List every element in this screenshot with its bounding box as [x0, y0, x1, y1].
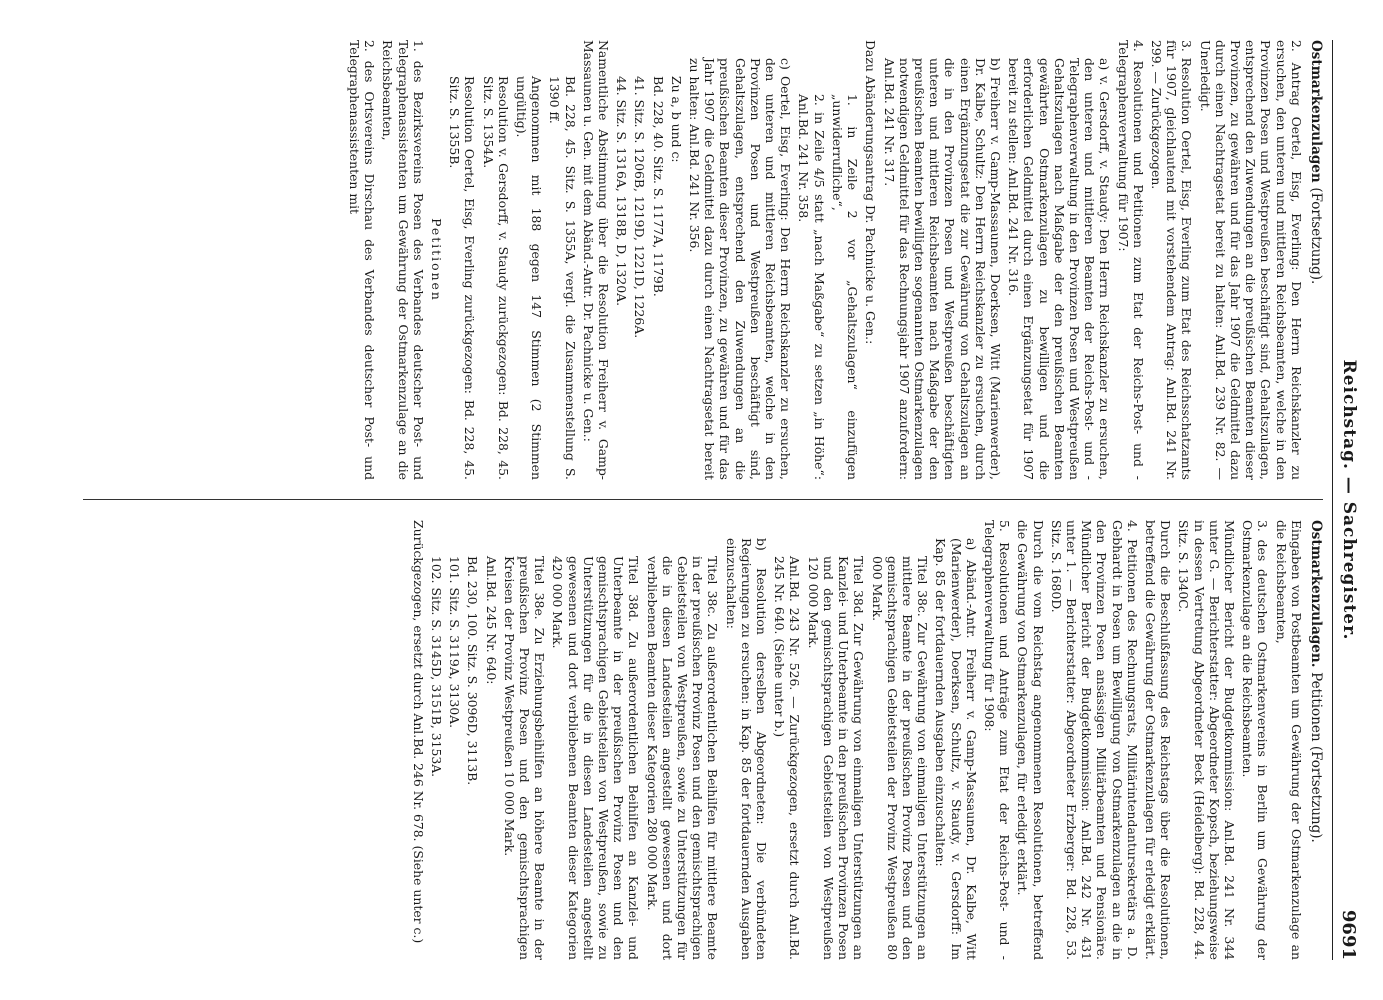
right-column-paragraph: Titel 38e. Zu Erziehungsbeihilfen an höhere Beamte in der preußischen Provinz Posen und den gemischtsprachigen Kreisen der Provinz Westpreußen 10 000 Mark. — [501, 556, 548, 960]
right-column-paragraph: Anl.Bd. 243 Nr. 526. — Zurückgezogen, ersetzt durch Anl.Bd. 245 Nr. 640. (Siehe unter b.) — [772, 556, 803, 960]
left-column-paragraph: a) v. Gersdorff, v. Staudy: Den Herrn Reichskanzler zu ersuchen, den unteren und mittleren Beamten der Reichs-Post- und -Telegraphenverwaltung in den Provinzen Posen und Westpreußen Gehaltszulagen nach Maßgabe der den preußischen Beamten gewährten Ostmarkenzulagen zu bewilligen und die erforderlichen Geldmittel durch einen Ergänzungsetat für 1907 bereit zu stellen: Anl.Bd. 241 Nr. 316. — [1006, 58, 1113, 480]
right-column-paragraph: Titel 38c. Zu außerordentlichen Beihilfen für mittlere Beamte in der preußischen Provinz Posen und den gemischtsprachigen Gebietsteilen von Westpreußen, sowie zu Unterstützungen für die in diesen Landesteilen angestellt gewesenen und dort verbliebenen Beamten dieser Kategorien 280 000 Mark. — [644, 556, 721, 960]
page-number: 9691 — [1338, 909, 1359, 960]
left-column-paragraph: 2. in Zeile 4/5 statt „nach Maßgabe“ zu setzen „in Höhe“: Anl.Bd. 241 Nr. 358. — [796, 94, 827, 480]
left-column-paragraph: 1. des Bezirksvereins Posen des Verbandes deutscher Post- und Telegraphenassistenten um Gewährung der Ostmarkenzulage an die Reichsbeamten, — [380, 40, 426, 480]
right-column-paragraph: 101. Sitz. S. 3119A, 3130A. — [447, 556, 463, 729]
right-column-paragraph: Durch die Beschlußfassung des Reichstags über die Resolutionen, betreffend die Gewährung der Ostmarkenzulagen für erledigt erklärt. — [1142, 520, 1174, 960]
left-column-paragraph: Dazu Abänderungsantrag Dr. Pachnicke u. Gen.: — [863, 40, 879, 345]
right-paragraphs — [411, 520, 1304, 960]
left-column-paragraph: b) Freiherr v. Gamp-Massaunen, Doerksen, Witt (Marienwerder), Dr. Kalbe, Schultz: Den Herrn Reichskanzler zu ersuchen, durch einen Ergänzungsetat die zur Gewährung von Gehaltszulagen an die in den Provinzen Posen und Westpreußen beschäftigten unteren und mittleren Reichsbeamten nach Maßgabe der den preußischen Beamten bewilligten sogenannten Ostmarkenzulagen notwendigen Geldmittel für das Rechnungsjahr 1907 anzufordern: Anl.Bd. 241 Nr. 317. — [881, 58, 1003, 480]
right-column-paragraph: b) Resolution derselben Abgeordneten: Die verbündeten Regierungen zu ersuchen: in Kap. 85 der fortdauernden Ausgaben einzuschalten: — [723, 538, 770, 960]
text-columns — [83, 40, 1323, 960]
left-column-paragraph: Zu a, b und c: — [668, 76, 684, 163]
right-column — [83, 520, 1323, 960]
left-heading-term: Ostmarkenzulagen — [1308, 40, 1324, 183]
left-column-paragraph: 3. Resolution Oertel, Eisg, Everling zum Etat des Reichsschatzamts für 1907, gleichlautend mit vorstehendem Antrag: Anl.Bd. 241 Nr. 299. — Zurückgezogen. — [1148, 40, 1195, 480]
right-column-paragraph: Zurückgezogen, ersetzt durch Anl.Bd. 246 Nr. 678. (Siehe unter c.) — [410, 520, 426, 944]
right-heading-term: Ostmarkenzulagen. — [1308, 520, 1324, 668]
right-column-paragraph: Durch die vom Reichstag angenommenen Resolutionen, betreffend die Gewährung von Ostmarkenzulagen, für erledigt erklärt. — [1015, 520, 1046, 960]
left-heading-suffix: (Fortsetzung). — [1308, 187, 1324, 285]
left-column-paragraph: c) Oertel, Eisg, Everling: Den Herrn Reichskanzler zu ersuchen, den unteren und mittleren Reichsbeamten, welche in den Provinzen Posen und Westpreußen beschäftigt sind, Gehaltszulagen, entsprechend den Zuwendungen an die preußischen Beamten dieser Provinzen, zu gewähren und für das Jahr 1907 die Geldmittel dazu durch einen Nachtragsetat bereit zu halten: Anl.Bd. 241 Nr. 356. — [687, 58, 794, 480]
left-paragraphs — [347, 40, 1304, 480]
page-content — [63, 40, 1363, 960]
left-column-paragraph: Bd. 228, 45. Sitz. S. 1355A, vergl. die Zusammenstellung S. 1390 ff. — [547, 76, 578, 480]
left-column-paragraph: 4. Resolutionen und Petitionen zum Etat der Reichs-Post- und -Telegraphenverwaltung für 1907: — [1115, 40, 1146, 480]
page-title: Reichstag. — Sachregister. — [1339, 359, 1359, 641]
left-column-paragraph: Bd. 228, 40. Sitz. S. 1177A, 1179B. — [650, 76, 666, 297]
right-column-paragraph: 4. Petitionen des Rechnungsrats, Militärintendantursekretärs a. D. Gebhardt in Posen um Bewilligung von Ostmarkenzulagen an die in den Provinzen Posen ansässigen Militärbeamten und Pensionäre. Mündlicher Bericht der Budgetkommission: Anl.Bd. 242 Nr. 431 unter 1. — Berichterstatter: Abgeordneter Erzberger: Bd. 228, 53. Sitz. S. 1680D. — [1048, 520, 1140, 960]
right-column-paragraph: Bd. 230, 100. Sitz. S. 3096D, 3113B. — [465, 556, 481, 786]
left-column-paragraph: Resolution Oertel, Eisg, Everling zurückgezogen: Bd. 228, 45. Sitz. S. 1355B. — [447, 76, 478, 480]
right-column-heading — [1308, 520, 1323, 960]
column-divider — [83, 499, 1323, 500]
right-column-paragraph: 3. des deutschen Ostmarkenvereins in Berlin um Gewährung der Ostmarkenzulage an die Reichsbeamten. — [1240, 520, 1271, 960]
left-column-paragraph: Petitionen — [429, 218, 445, 302]
right-column-paragraph: 102. Sitz. S. 3145D, 3151B, 3153A. — [429, 556, 445, 778]
left-column-paragraph: Resolution v. Gersdorff, v. Staudy zurückgezogen: Bd. 228, 45. Sitz. S. 1354A. — [480, 76, 511, 480]
left-column-paragraph: Angenommen mit 188 gegen 147 Stimmen (2 Stimmen ungültig). — [514, 76, 545, 480]
left-column-heading — [1308, 40, 1323, 480]
right-column-paragraph: a) Abänd.-Antr. Freiherr v. Gamp-Massaunen, Dr. Kalbe, Witt (Marienwerder), Doerksen, Schultz, v. Staudy, v. Gersdorff: Im Kap. 85 der fortdauernden Ausgaben einzuschalten: — [933, 538, 979, 960]
left-column-paragraph: 2. des Ortsvereins Dirschau des Verbandes deutscher Post- und Telegraphenassistenten mit — [347, 40, 378, 480]
right-heading-suffix: Petitionen (Fortsetzung). — [1308, 672, 1324, 843]
right-column-paragraph: Titel 38c. Zur Gewährung von einmaligen Unterstützungen an mittlere Beamte in der preußischen Provinz Posen und den gemischtsprachigen Gebietsteilen der Provinz Westpreußen 80 000 Mark. — [869, 556, 931, 960]
left-column — [83, 40, 1323, 480]
right-column-paragraph: Anl.Bd. 245 Nr. 640: — [483, 556, 499, 685]
left-column-paragraph: 44. Sitz. S. 1316A, 1318B, D, 1320A. — [614, 76, 630, 307]
page-header — [1332, 40, 1363, 960]
right-column-paragraph: Titel 38d. Zu außerordentlichen Beihilfen an Kanzlei- und Unterbeamte in der preußischen Provinz Posen und den gemischtsprachigen Gebietsteilen von Westpreußen, sowie zu Unterstützungen für die in diesen Landesteilen angestellt gewesenen und dort verbliebenen Beamten dieser Kategorien 420 000 Mark. — [550, 556, 642, 960]
right-column-paragraph: Titel 38d. Zur Gewährung von einmaligen Unterstützungen an Kanzlei- und Unterbeamte in den preußischen Provinzen Posen und den gemischtsprachigen Gebietsteilen von Westpreußen 120 000 Mark. — [805, 556, 867, 960]
left-column-paragraph: Namentliche Abstimmung über die Resolution Freiherr v. Gamp-Massaunen u. Gen. mit dem Abänd.-Antr. Dr. Pachnicke u. Gen.: — [580, 40, 612, 480]
left-column-paragraph: 2. Antrag Oertel, Eisg, Everling: Den Herrn Reichskanzler zu ersuchen, den unteren und mittleren Reichsbeamten, welche in den Provinzen Posen und Westpreußen beschäftigt sind, Gehaltszulagen, entsprechend den Zuwendungen an die preußischen Beamten dieser Provinzen, zu gewähren und für das Jahr 1907 die Geldmittel dazu durch einen Nachtragsetat bereit zu halten: Anl.Bd. 239 Nr. 82. — Unerledigt. — [1197, 40, 1304, 480]
right-column-paragraph: Eingaben von Postbeamten um Gewährung der Ostmarkenzulage an die Reichsbeamten, — [1273, 520, 1304, 960]
right-column-paragraph: Mündlicher Bericht der Budgetkommission: Anl.Bd. 241 Nr. 344 unter G. — Berichterstatter: Abgeordneter Kopsch, beziehungsweise in dessen Vertretung Abgeordneter Beck (Heidelberg): Bd. 228, 44. Sitz. S. 1340C. — [1176, 520, 1237, 960]
left-column-paragraph: 1. in Zeile 2 vor „Gehaltszulagen“ einzufügen „unwiderrufliche“, — [829, 94, 861, 480]
left-column-paragraph: 41. Sitz. S. 1206B, 1219D, 1221D, 1226A. — [632, 76, 648, 339]
right-column-paragraph: 5. Resolutionen und Anträge zum Etat der Reichs-Post- und -Telegraphenverwaltung für 1908: — [981, 520, 1013, 960]
